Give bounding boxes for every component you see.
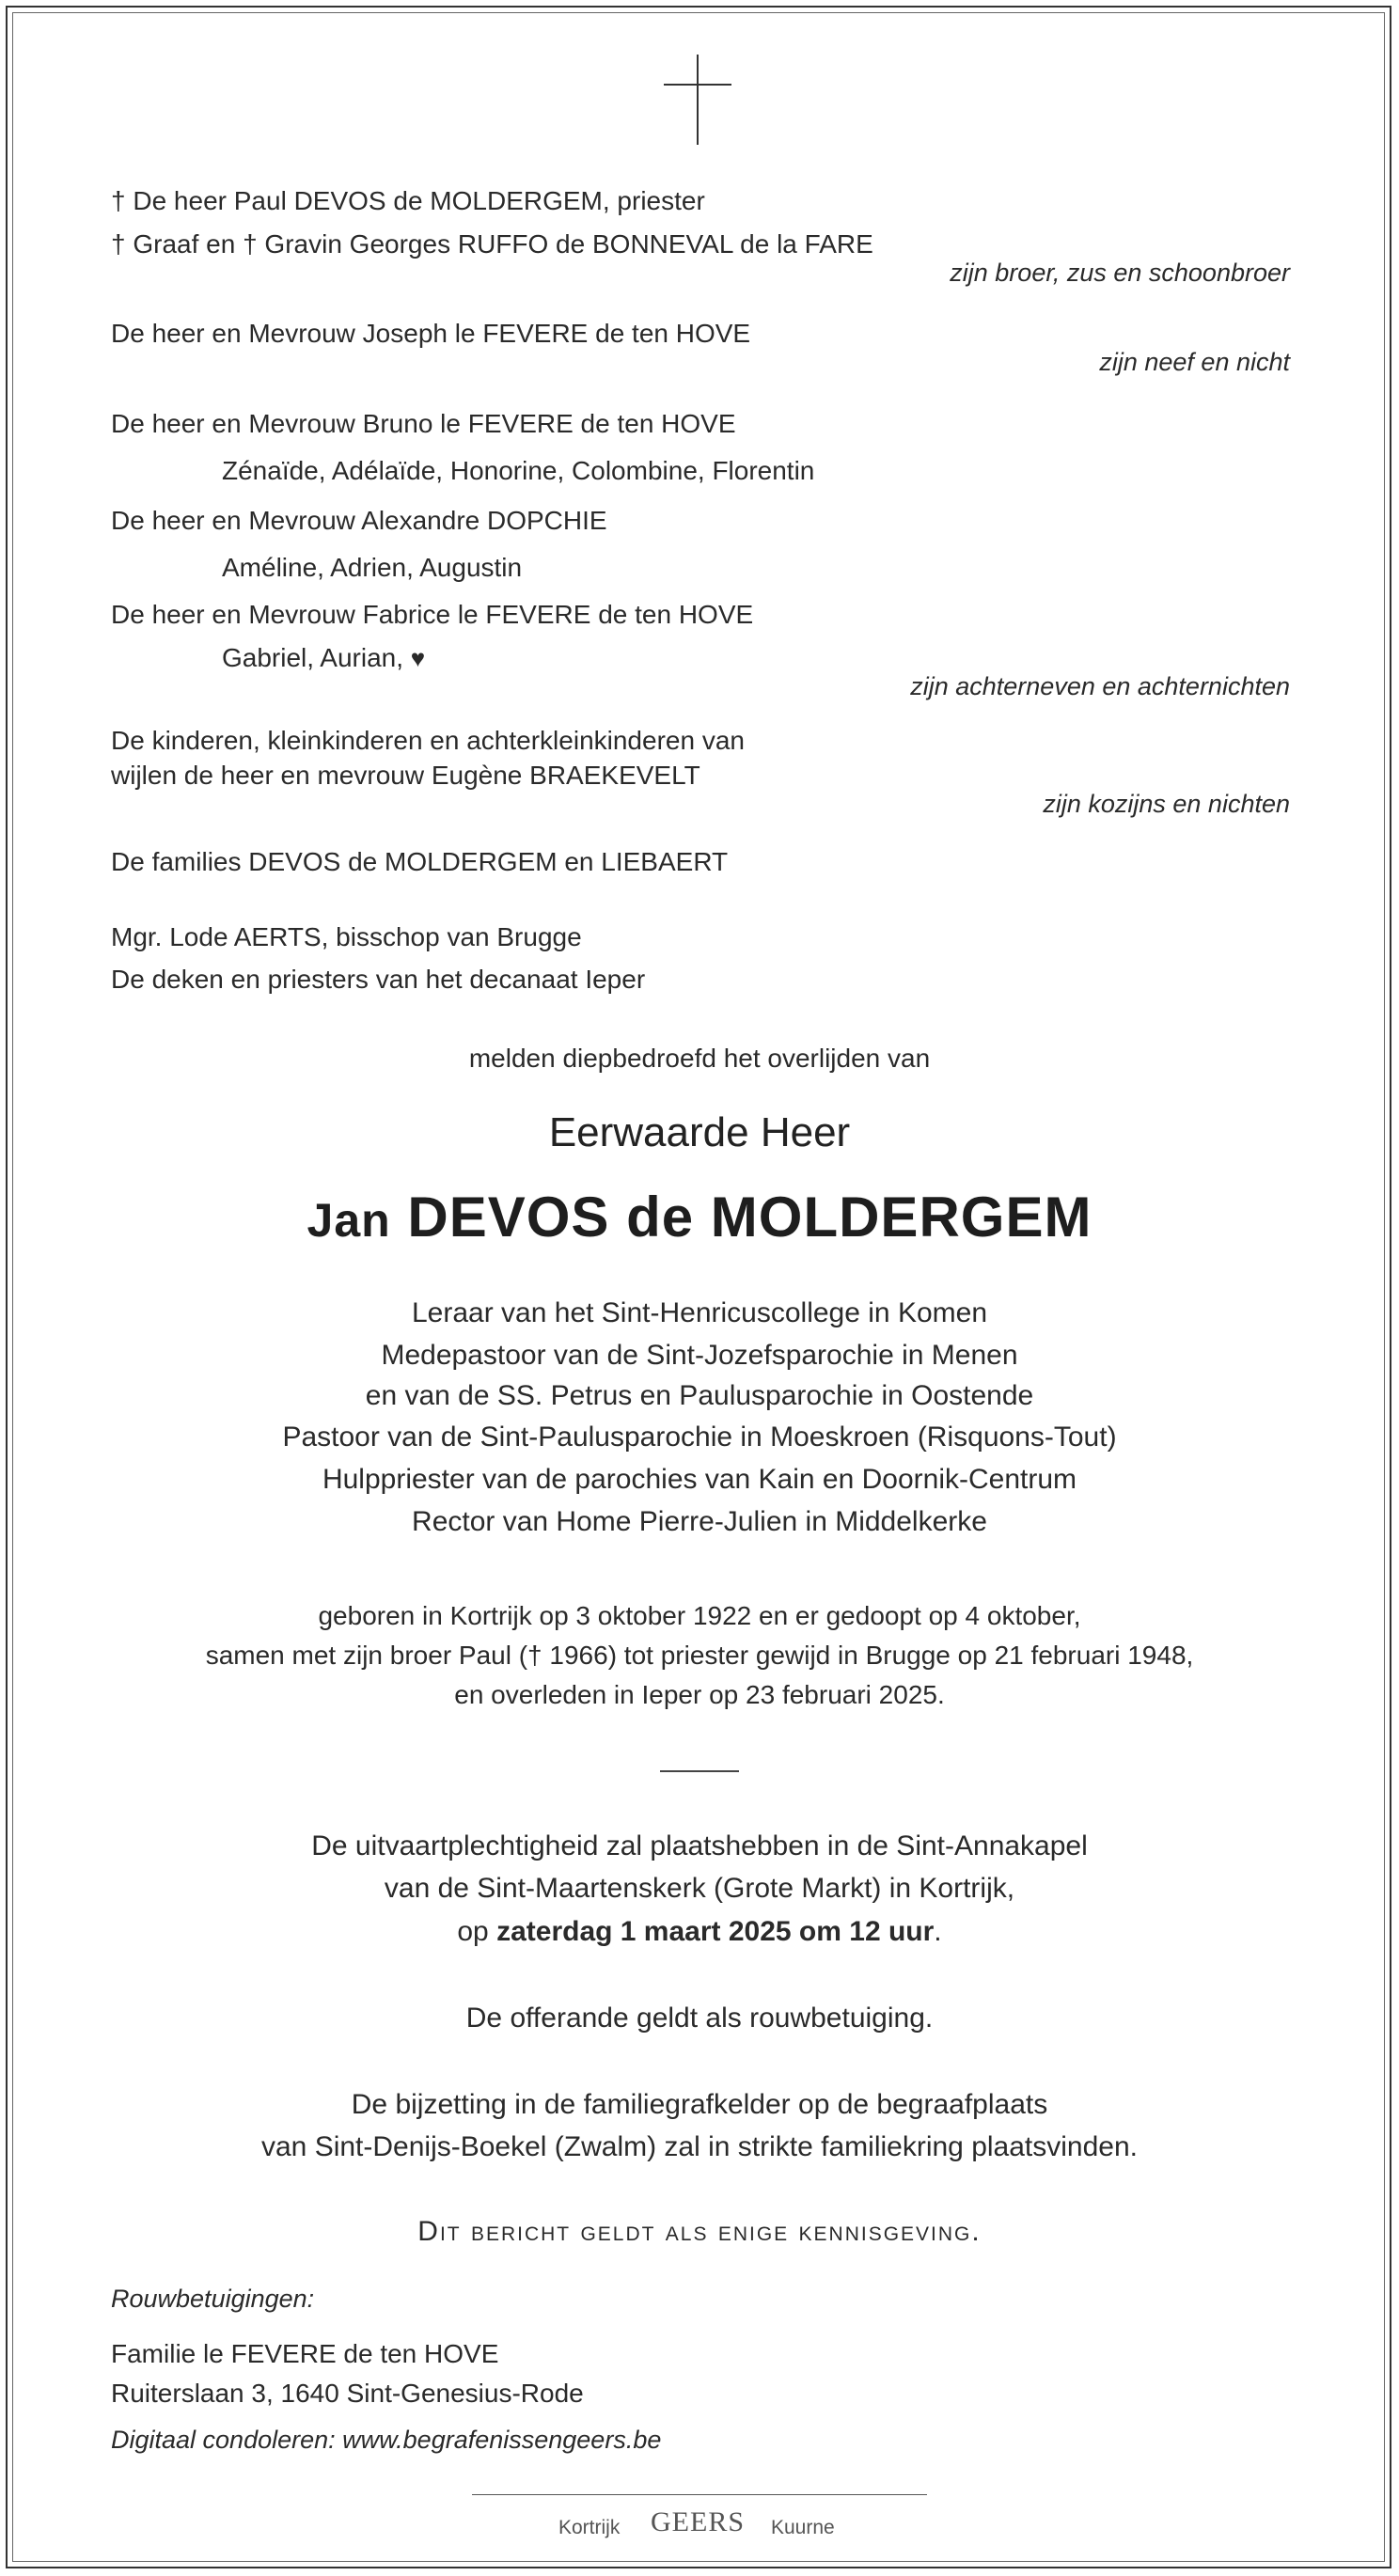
life-line: samen met zijn broer Paul († 1966) tot priester gewijd in Brugge op 21 februari 1948,: [205, 1641, 1194, 1670]
inner-border: [12, 12, 1385, 2562]
family-line: De families DEVOS de MOLDERGEM en LIEBAERT: [111, 847, 729, 876]
career-line: Leraar van het Sint-Henricuscollege in Komen: [412, 1297, 987, 1328]
condolences-address: Ruiterslaan 3, 1640 Sint-Genesius-Rode: [111, 2379, 584, 2408]
relation-text: zijn kozijns en nichten: [1043, 790, 1290, 818]
family-line: De deken en priesters van het decanaat Ieper: [111, 965, 646, 994]
offering-text: De offerande geldt als rouwbetuiging.: [465, 2003, 934, 2034]
career-line: Medepastoor van de Sint-Jozefsparochie in Menen: [381, 1340, 1018, 1371]
funeral-line: De uitvaartplechtigheid zal plaatshebben in de Sint-Annakapel: [311, 1830, 1088, 1861]
footer-rule: [472, 2494, 927, 2495]
career-line: Pastoor van de Sint-Paulusparochie in Moeskroen (Risquons-Tout): [282, 1422, 1117, 1453]
heart-icon: ♥: [410, 644, 426, 672]
funeral-home-logo: GEERS: [651, 2506, 746, 2537]
relation-text: zijn achterneven en achternichten: [910, 672, 1290, 700]
career-line: Rector van Home Pierre-Julien in Middelkerke: [412, 1506, 987, 1537]
burial-line: van Sint-Denijs-Boekel (Zwalm) zal in strikte familiekring plaatsvinden.: [260, 2131, 1138, 2162]
family-line: wijlen de heer en mevrouw Eugène BRAEKEVELT: [111, 761, 700, 790]
family-line: † Graaf en † Gravin Georges RUFFO de BONNEVAL de la FARE: [111, 229, 873, 259]
funeral-date: op zaterdag 1 maart 2025 om 12 uur.: [457, 1916, 942, 1947]
family-line: Mgr. Lode AERTS, bisschop van Brugge: [111, 922, 582, 951]
life-line: geboren in Kortrijk op 3 oktober 1922 en er gedoopt op 4 oktober,: [318, 1601, 1081, 1630]
relation-text: zijn broer, zus en schoonbroer: [950, 259, 1290, 287]
condolences-label: Rouwbetuigingen:: [111, 2285, 315, 2313]
family-line: De kinderen, kleinkinderen en achterkleinkinderen van: [111, 726, 745, 755]
family-line: De heer en Mevrouw Fabrice le FEVERE de ten HOVE: [111, 600, 754, 629]
family-line: De heer en Mevrouw Alexandre DOPCHIE: [111, 506, 607, 535]
footer-town-right: Kuurne: [771, 2517, 835, 2538]
career-line: Hulppriester van de parochies van Kain en Doornik-Centrum: [322, 1464, 1077, 1495]
deceased-name: Jan DEVOS de MOLDERGEM: [307, 1186, 1092, 1249]
funeral-line: van de Sint-Maartenskerk (Grote Markt) in Kortrijk,: [384, 1873, 1015, 1904]
family-line: † De heer Paul DEVOS de MOLDERGEM, priester: [111, 186, 705, 215]
family-line: De heer en Mevrouw Bruno le FEVERE de ten HOVE: [111, 409, 736, 438]
relation-text: zijn neef en nicht: [1099, 348, 1290, 376]
notice-text: Dit bericht geldt als enige kennisgeving.: [417, 2216, 982, 2247]
divider: [660, 1770, 739, 1772]
family-children: Gabriel, Aurian, ♥: [222, 643, 426, 672]
announcement: melden diepbedroefd het overlijden van: [468, 1044, 931, 1073]
career-line: en van de SS. Petrus en Paulusparochie in Oostende: [365, 1380, 1034, 1411]
cross-icon: [664, 55, 731, 145]
family-children: Zénaïde, Adélaïde, Honorine, Colombine, Florentin: [222, 456, 815, 485]
burial-line: De bijzetting in de familiegrafkelder op de begraafplaats: [351, 2089, 1048, 2120]
family-line: De heer en Mevrouw Joseph le FEVERE de ten HOVE: [111, 319, 751, 348]
footer-town-left: Kortrijk: [558, 2517, 621, 2538]
condolences-name: Familie le FEVERE de ten HOVE: [111, 2339, 499, 2368]
condolences-digital: Digitaal condoleren: www.begrafenissengeers.be: [111, 2426, 662, 2454]
family-children: Améline, Adrien, Augustin: [222, 553, 523, 582]
life-line: en overleden in Ieper op 23 februari 2025.: [454, 1680, 945, 1709]
honorific: Eerwaarde Heer: [548, 1109, 851, 1155]
